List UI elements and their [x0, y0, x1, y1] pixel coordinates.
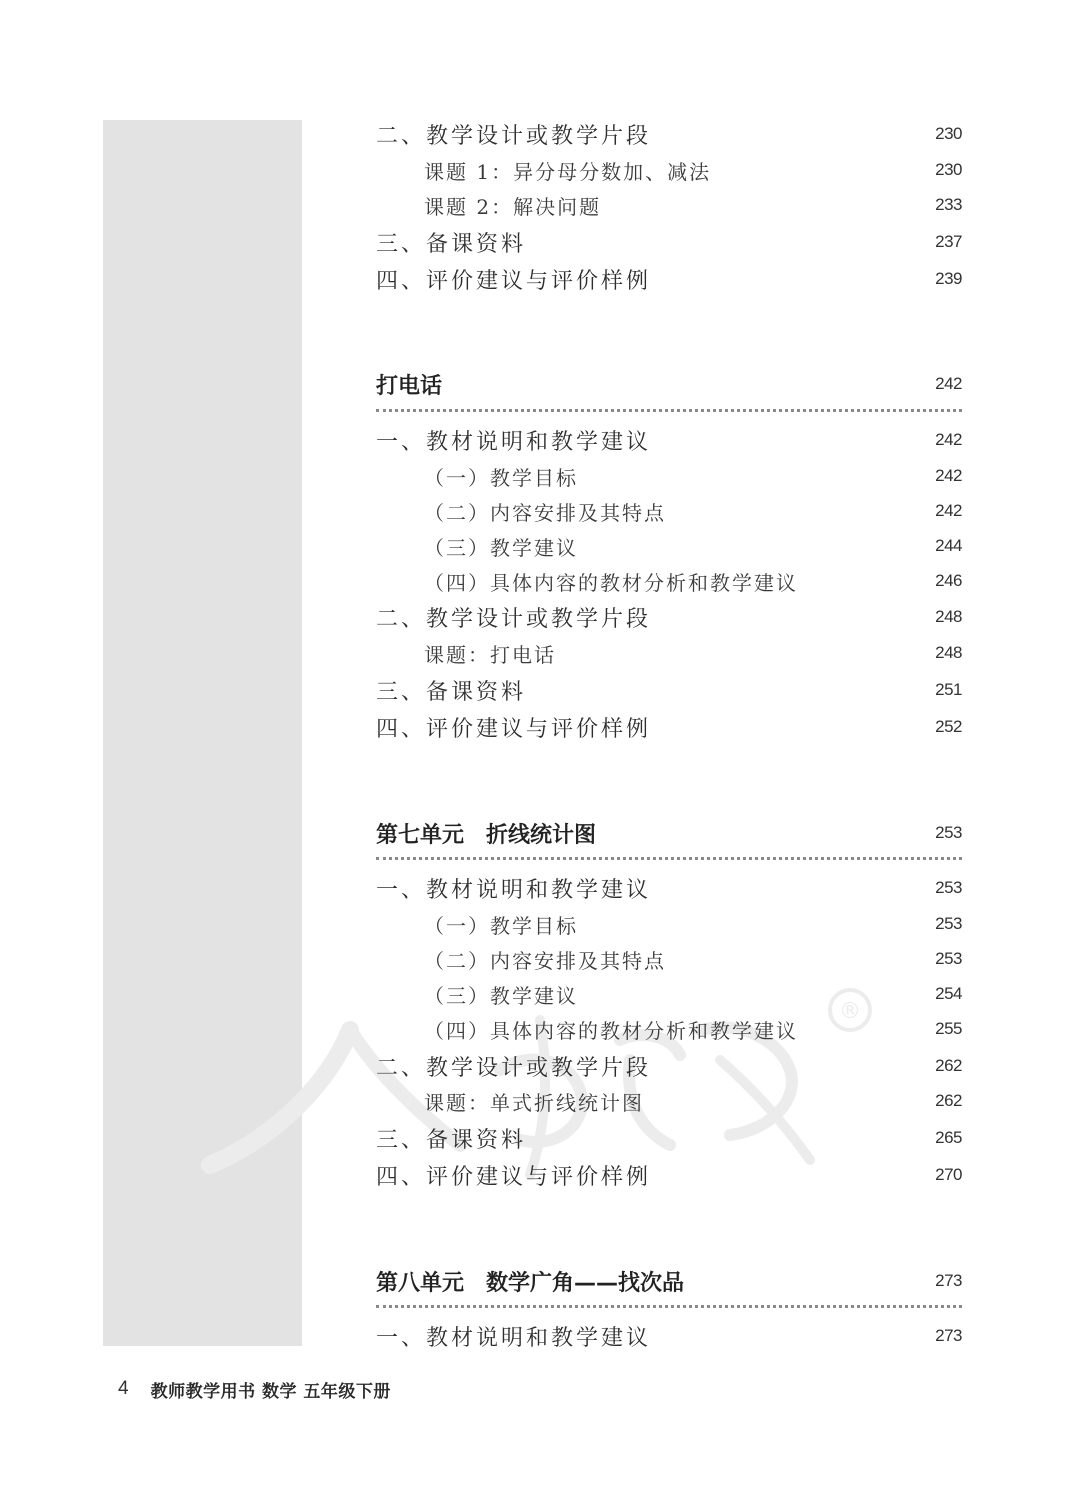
toc-entry[interactable]: [376, 1318, 962, 1354]
toc-entry[interactable]: [376, 152, 962, 188]
entry-title: 四、评价建议与评价样例: [376, 716, 652, 742]
table-of-contents: [376, 0, 962, 1400]
toc-entry[interactable]: [376, 528, 962, 564]
entry-page: 239: [935, 269, 962, 288]
entry-title: （四）具体内容的教材分析和教学建议: [424, 1018, 798, 1043]
toc-entry[interactable]: [376, 709, 962, 745]
toc-entry[interactable]: [376, 941, 962, 977]
entry-title: （二）内容安排及其特点: [424, 500, 666, 525]
entry-page: 254: [935, 984, 962, 1003]
entry-title: （三）教学建议: [424, 983, 578, 1008]
entry-title: 课题 1：异分母分数加、减法: [424, 159, 712, 184]
entry-page: 253: [935, 878, 962, 897]
toc-entry[interactable]: [376, 635, 962, 671]
entry-page: 242: [935, 501, 962, 520]
entry-page: 242: [935, 430, 962, 449]
section-heading[interactable]: [376, 815, 962, 851]
entry-page: 255: [935, 1019, 962, 1038]
entry-title: 一、教材说明和教学建议: [376, 429, 652, 455]
entry-page: 233: [935, 195, 962, 214]
entry-title: 四、评价建议与评价样例: [376, 268, 652, 294]
section-title: 第八单元 数学广角——找次品: [376, 1270, 685, 1296]
entry-title: 四、评价建议与评价样例: [376, 1164, 652, 1190]
entry-title: 一、教材说明和教学建议: [376, 1325, 652, 1351]
section-page: 273: [935, 1271, 962, 1290]
entry-title: 二、教学设计或教学片段: [376, 1055, 652, 1081]
toc-entry[interactable]: [376, 976, 962, 1012]
entry-title: 一、教材说明和教学建议: [376, 877, 652, 903]
entry-title: 课题：打电话: [424, 642, 556, 667]
entry-page: 252: [935, 717, 962, 736]
entry-page: 237: [935, 232, 962, 251]
toc-entry[interactable]: [376, 672, 962, 708]
dotted-divider: [376, 857, 962, 860]
book-title: 教师教学用书 数学 五年级下册: [150, 1381, 391, 1402]
entry-page: 246: [935, 571, 962, 590]
entry-page: 230: [935, 124, 962, 143]
entry-page: 270: [935, 1165, 962, 1184]
toc-entry[interactable]: [376, 458, 962, 494]
entry-title: 课题：单式折线统计图: [424, 1090, 644, 1115]
page-number: 4: [118, 1378, 129, 1399]
toc-entry[interactable]: [376, 906, 962, 942]
entry-title: 三、备课资料: [376, 1127, 527, 1153]
entry-page: 251: [935, 680, 962, 699]
entry-title: （一）教学目标: [424, 913, 578, 938]
toc-entry[interactable]: [376, 187, 962, 223]
entry-title: 二、教学设计或教学片段: [376, 606, 652, 632]
entry-page: 262: [935, 1091, 962, 1110]
section-heading[interactable]: [376, 366, 962, 402]
dotted-divider: [376, 1305, 962, 1308]
entry-title: （二）内容安排及其特点: [424, 948, 666, 973]
toc-entry[interactable]: [376, 1083, 962, 1119]
entry-title: 课题 2：解决问题: [424, 194, 602, 219]
section-page: 253: [935, 823, 962, 842]
entry-page: 248: [935, 607, 962, 626]
entry-title: （一）教学目标: [424, 465, 578, 490]
entry-page: 253: [935, 949, 962, 968]
toc-entry[interactable]: [376, 493, 962, 529]
entry-page: 244: [935, 536, 962, 555]
section-title: 第七单元 折线统计图: [376, 822, 597, 848]
toc-entry[interactable]: [376, 1048, 962, 1084]
entry-title: 二、教学设计或教学片段: [376, 123, 652, 149]
toc-entry[interactable]: [376, 422, 962, 458]
entry-page: 248: [935, 643, 962, 662]
entry-page: 273: [935, 1326, 962, 1345]
toc-entry[interactable]: [376, 1011, 962, 1047]
toc-entry[interactable]: [376, 1120, 962, 1156]
dotted-divider: [376, 409, 962, 412]
toc-entry[interactable]: [376, 261, 962, 297]
entry-page: 230: [935, 160, 962, 179]
toc-entry[interactable]: [376, 870, 962, 906]
entry-title: （四）具体内容的教材分析和教学建议: [424, 570, 798, 595]
toc-entry[interactable]: [376, 116, 962, 152]
entry-title: 三、备课资料: [376, 679, 527, 705]
entry-title: 三、备课资料: [376, 231, 527, 257]
toc-entry[interactable]: [376, 599, 962, 635]
entry-page: 262: [935, 1056, 962, 1075]
section-title: 打电话: [376, 373, 443, 399]
section-heading[interactable]: [376, 1263, 962, 1299]
entry-page: 242: [935, 466, 962, 485]
toc-entry[interactable]: [376, 224, 962, 260]
section-page: 242: [935, 374, 962, 393]
toc-entry[interactable]: [376, 563, 962, 599]
registered-mark: ®: [839, 999, 861, 1024]
entry-page: 253: [935, 914, 962, 933]
entry-title: （三）教学建议: [424, 535, 578, 560]
toc-entry[interactable]: [376, 1157, 962, 1193]
page-footer: [118, 1374, 391, 1404]
entry-page: 265: [935, 1128, 962, 1147]
